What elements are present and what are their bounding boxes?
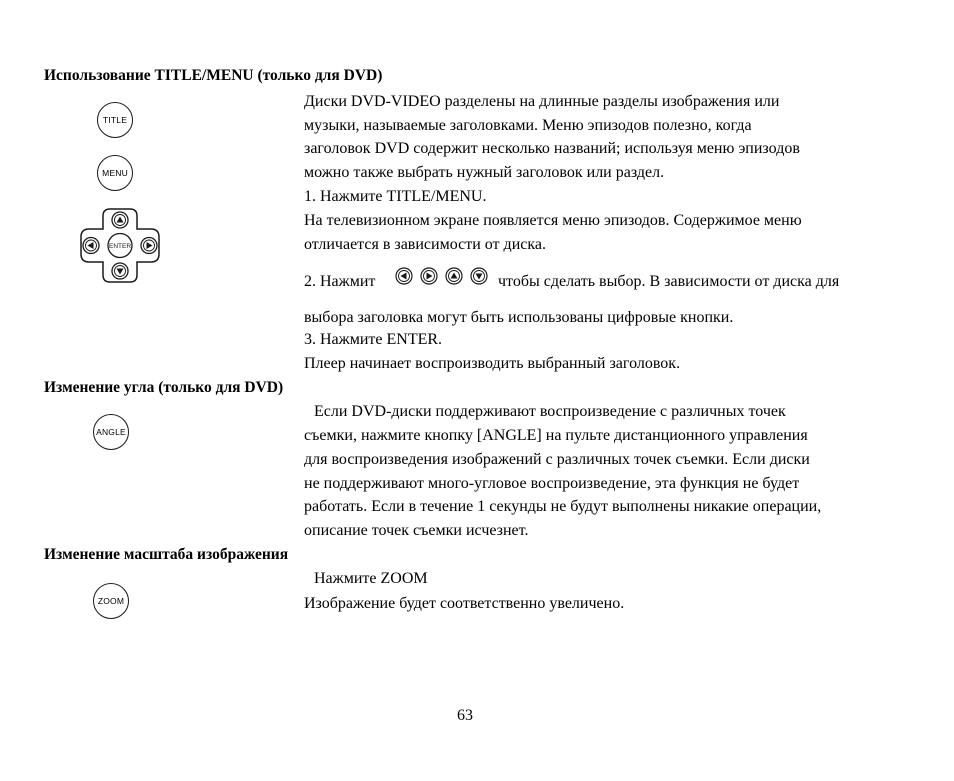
enter-button-icon [108,234,132,258]
section-heading-zoom: Изменение масштаба изображения [44,546,289,563]
right-arrow-circle-icon [421,268,437,284]
left-arrow-circle-icon [396,268,412,284]
arrow-buttons-inline [395,266,495,286]
angle-button-icon: ANGLE [93,414,129,450]
step2-suffix: чтобы сделать выбор. В зависимости от диска для [498,273,840,290]
navigation-pad-icon [79,207,161,284]
section-heading-angle: Изменение угла (только для DVD) [44,379,284,396]
step2-prefix: 2. Нажмит [304,273,376,290]
text-line: Нажмите ZOOM [314,570,428,587]
text-line: работать. Если в течение 1 секунды не будут выполнены никакие операции, [304,498,822,515]
text-line: Изображение будет соответственно увеличено. [304,595,625,612]
text-line: отличается в зависимости от диска. [304,236,546,253]
text-line: 1. Нажмите TITLE/MENU. [304,188,487,205]
page-number: 63 [457,707,473,724]
text-line: Диски DVD-VIDEO разделены на длинные разделы изображения или [304,93,780,110]
up-arrow-circle-icon [446,268,462,284]
text-line: Плеер начинает воспроизводить выбранный заголовок. [304,355,681,372]
up-arrow-icon [112,212,128,228]
section-heading-title-menu: Использование TITLE/MENU (только для DVD) [44,67,383,84]
text-line: 3. Нажмите ENTER. [304,331,443,348]
left-arrow-icon [83,238,99,254]
text-line: заголовок DVD содержит несколько названий; используя меню эпизодов [304,140,800,157]
right-arrow-icon [141,238,157,254]
down-arrow-circle-icon [471,268,487,284]
text-line: для воспроизведения изображений с различных точек съемки. Если диски [304,451,810,468]
text-line: можно также выбрать нужный заголовок или раздел. [304,164,665,181]
text-line: выбора заголовка могут быть использованы цифровые кнопки. [304,309,734,326]
text-line: Если DVD-диски поддерживают воспроизведение с различных точек [314,403,786,420]
text-line: съемки, нажмите кнопку [ANGLE] на пульте дистанционного управления [304,427,808,444]
down-arrow-icon [112,263,128,279]
text-line: описание точек съемки исчезнет. [304,522,529,539]
menu-button-icon: MENU [97,155,133,191]
text-line: На телевизионном экране появляется меню эпизодов. Содержимое меню [304,212,802,229]
zoom-button-icon: ZOOM [93,583,129,619]
text-line: не поддерживают много-угловое воспроизведение, эта функция не будет [304,475,800,492]
title-button-icon: TITLE [97,102,133,138]
text-line: музыки, называемые заголовками. Меню эпизодов полезно, когда [304,117,752,134]
enter-label: ENTER [108,243,132,250]
